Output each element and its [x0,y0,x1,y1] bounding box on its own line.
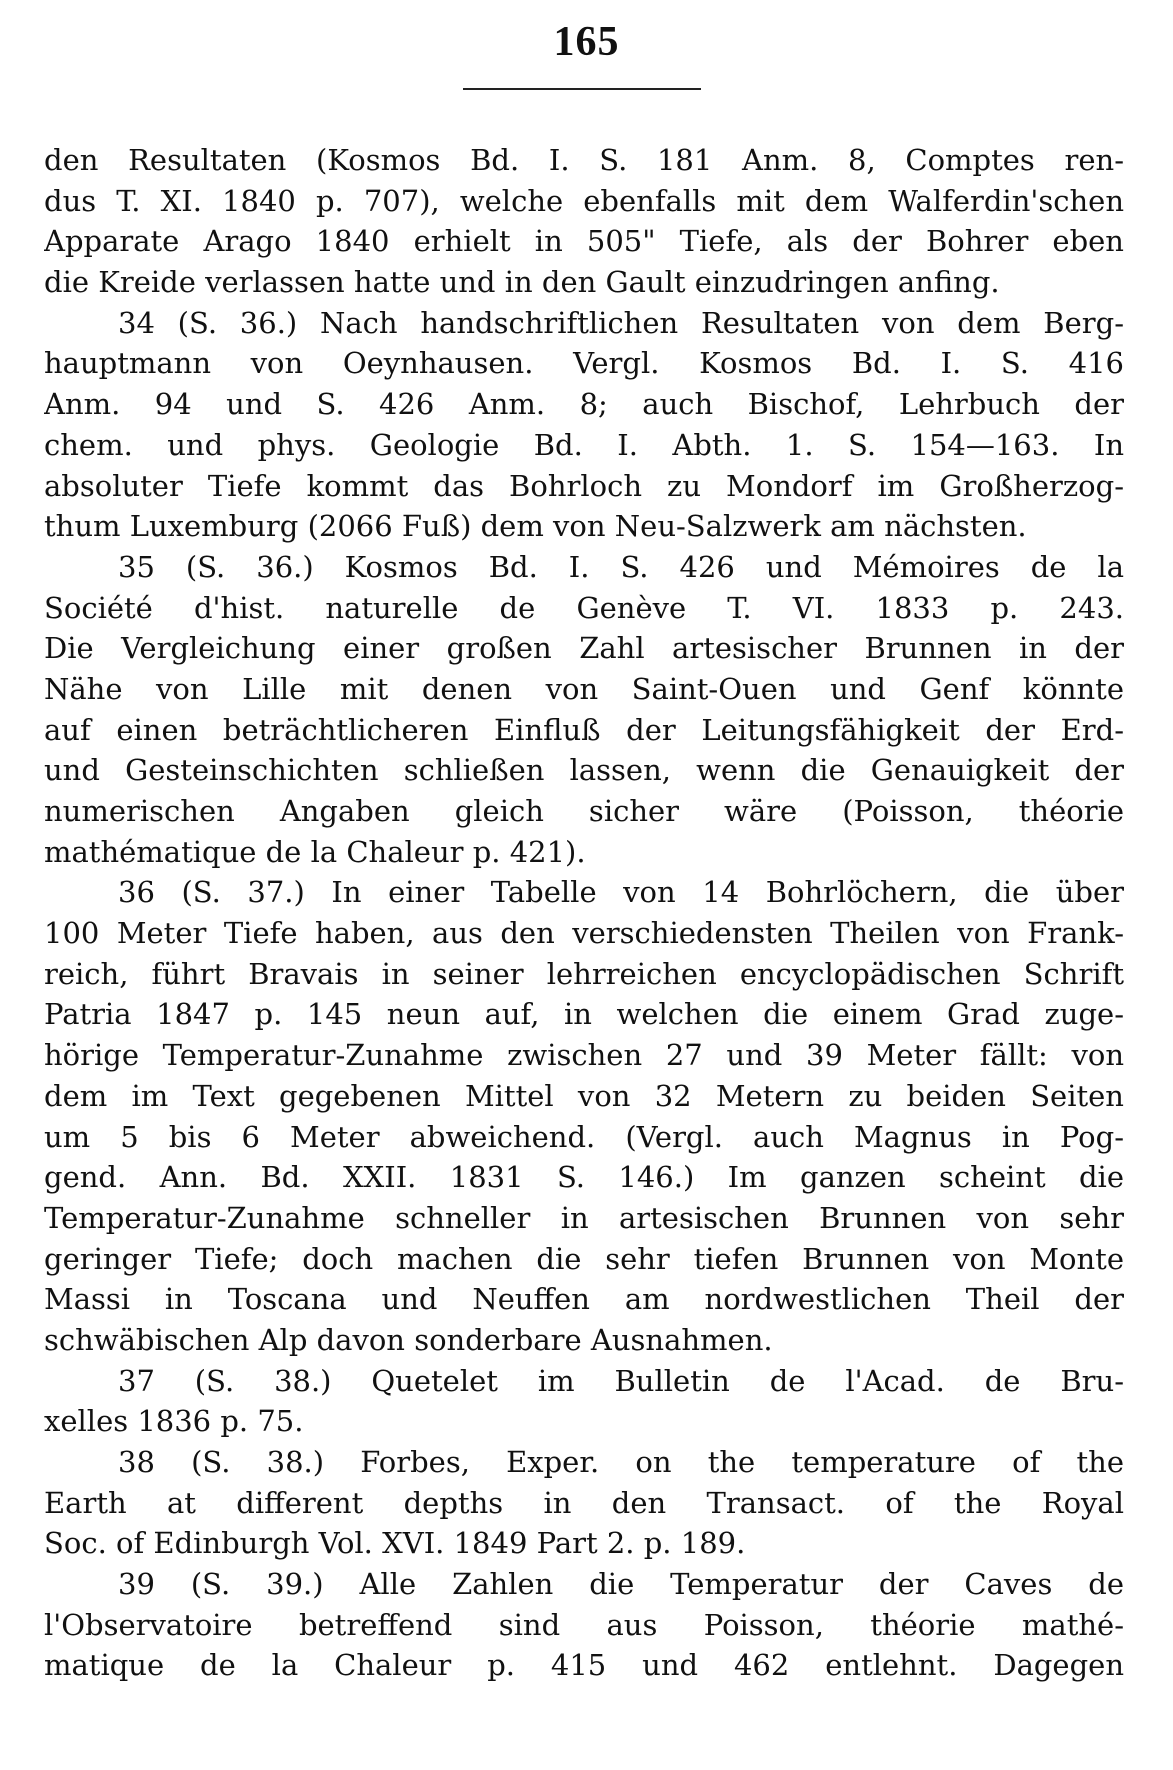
text-line: dus T. XI. 1840 p. 707), welche ebenfalls mit dem Walferdin'schen [44,183,1124,218]
text-line: chem. und phys. Geologie Bd. I. Abth. 1. S. 154—163. In [44,427,1124,462]
text-line: Soc. of Edinburgh Vol. XVI. 1849 Part 2. p. 189. [44,1526,746,1561]
text-line: 34 (S. 36.) Nach handschriftlichen Resultaten von dem Berg- [118,305,1124,340]
text-line: l'Observatoire betreffend sind aus Poisson, théorie mathé- [44,1607,1124,1642]
text-line: geringer Tiefe; doch machen die sehr tiefen Brunnen von Monte [44,1241,1124,1276]
text-line: absoluter Tiefe kommt das Bohrloch zu Mondorf im Großherzog- [44,468,1124,503]
text-line: 35 (S. 36.) Kosmos Bd. I. S. 426 und Mémoires de la [118,549,1124,584]
text-line: xelles 1836 p. 75. [44,1404,304,1439]
text-line: matique de la Chaleur p. 415 und 462 entlehnt. Dagegen [44,1648,1124,1683]
text-line: hörige Temperatur-Zunahme zwischen 27 und 39 Meter fällt: von [44,1038,1124,1073]
text-line: um 5 bis 6 Meter abweichend. (Vergl. auch Magnus in Pog- [44,1119,1124,1154]
text-line: die Kreide verlassen hatte und in den Gault einzudringen anfing. [44,265,1000,300]
text-line: numerischen Angaben gleich sicher wäre (Poisson, théorie [44,794,1124,828]
text-line: den Resultaten (Kosmos Bd. I. S. 181 Anm. 8, Comptes ren- [44,143,1124,177]
footnotes-text [44,140,1124,1686]
text-line: 100 Meter Tiefe haben, aus den verschiedensten Theilen von Frank- [44,916,1124,951]
text-line: auf einen beträchtlicheren Einfluß der Leitungsfähigkeit der Erd- [44,712,1124,747]
text-line: gend. Ann. Bd. XXII. 1831 S. 146.) Im ganzen scheint die [44,1160,1124,1195]
text-line: Patria 1847 p. 145 neun auf, in welchen die einem Grad zuge- [44,997,1124,1032]
text-line: 39 (S. 39.) Alle Zahlen die Temperatur der Caves de [118,1567,1124,1602]
text-line: Massi in Toscana und Neuffen am nordwestlichen Theil der [44,1282,1124,1317]
text-line: Earth at different depths in den Transact. of the Royal [44,1485,1124,1520]
text-line: Die Vergleichung einer großen Zahl artesischer Brunnen in der [44,631,1124,666]
text-line: reich, führt Bravais in seiner lehrreichen encyclopädischen Schrift [44,956,1124,991]
page-number: 165 [553,19,620,65]
text-line: dem im Text gegebenen Mittel von 32 Metern zu beiden Seiten [44,1078,1124,1113]
text-line: Société d'hist. naturelle de Genève T. VI. 1833 p. 243. [44,590,1124,625]
text-line: thum Luxemburg (2066 Fuß) dem von Neu-Salzwerk am nächsten. [44,509,1027,544]
text-line: und Gesteinschichten schließen lassen, wenn die Genauigkeit der [44,753,1124,788]
text-line: Nähe von Lille mit denen von Saint-Ouen und Genf könnte [44,671,1124,706]
text-line: Anm. 94 und S. 426 Anm. 8; auch Bischof, Lehrbuch der [44,387,1124,422]
text-line: 36 (S. 37.) In einer Tabelle von 14 Bohrlöchern, die über [118,875,1124,910]
text-line: mathématique de la Chaleur p. 421). [44,834,586,869]
text-line: Temperatur-Zunahme schneller in artesischen Brunnen von sehr [44,1200,1124,1235]
header-rule [463,88,701,90]
text-line: schwäbischen Alp davon sonderbare Ausnahmen. [44,1322,773,1357]
text-line: Apparate Arago 1840 erhielt in 505" Tiefe, als der Bohrer eben [44,224,1124,259]
text-line: hauptmann von Oeynhausen. Vergl. Kosmos Bd. I. S. 416 [44,346,1124,381]
text-line: 38 (S. 38.) Forbes, Exper. on the temperature of the [118,1445,1124,1479]
text-line: 37 (S. 38.) Quetelet im Bulletin de l'Acad. de Bru- [118,1363,1124,1398]
